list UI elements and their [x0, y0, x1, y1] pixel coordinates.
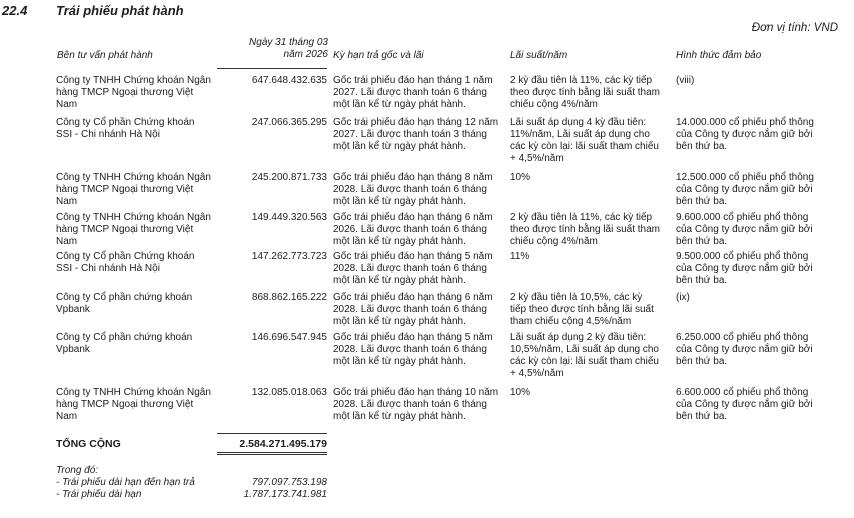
row-term: Gốc trái phiếu đáo hạn tháng 8 năm 2028. Lãi được thanh toán 6 tháng một lần kể từ ngày phát hành.	[333, 172, 493, 207]
row-issuer: Công ty Cổ phần Chứng khoán SSI - Chi nhánh Hà Nội	[56, 251, 195, 274]
row-collateral: 12.500.000 cổ phiếu phổ thông của Công ty được nắm giữ bởi bên thứ ba.	[676, 172, 814, 207]
row-rate: 2 kỳ đầu tiên là 11%, các kỳ tiếp theo được tính bằng lãi suất tham chiếu cộng 4%/năm	[510, 212, 661, 247]
row-rate: Lãi suất áp dụng 2 kỳ đầu tiên: 10,5%/năm, Lãi suất áp dụng cho các kỳ còn lại: lãi suất tham chiếu + 4,5%/năm	[510, 332, 659, 379]
total-rule-bottom	[217, 452, 327, 453]
row-issuer: Công ty Cổ phần chứng khoán Vpbank	[56, 292, 193, 315]
current-portion-value: 797.097.753.198	[251, 477, 327, 488]
row-amount: 247.066.365.295	[251, 117, 327, 128]
row-issuer: Công ty Cổ phần chứng khoán Vpbank	[56, 332, 193, 355]
row-rate: Lãi suất áp dụng 4 kỳ đầu tiên: 11%/năm, Lãi suất áp dụng cho các kỳ còn lại: lãi suất tham chiếu + 4,5%/năm	[510, 117, 659, 164]
row-rate: 2 kỳ đầu tiên là 10,5%, các kỳ tiếp theo được tính bằng lãi suất tham chiếu cộng 4,5%/năm	[510, 292, 654, 327]
row-collateral: 14.000.000 cổ phiếu phổ thông của Công ty được nắm giữ bởi bên thứ ba.	[676, 117, 814, 152]
current-portion-label: - Trái phiếu dài hạn đến hạn trả	[56, 477, 195, 488]
row-term: Gốc trái phiếu đáo hạn tháng 5 năm 2028. Lãi được thanh toán 6 tháng một lần kể từ ngày phát hành.	[333, 251, 493, 286]
row-collateral: 9.500.000 cổ phiếu phổ thông của Công ty được nắm giữ bởi bên thứ ba.	[676, 251, 813, 286]
row-term: Gốc trái phiếu đáo hạn tháng 1 năm 2027. Lãi được thanh toán 6 tháng một lần kể từ ngày phát hành.	[333, 75, 493, 110]
row-term: Gốc trái phiếu đáo hạn tháng 10 năm 2028. Lãi được thanh toán 6 tháng một lần kể từ ngày phát hành.	[333, 387, 499, 422]
in-which-label: Trong đó:	[56, 465, 99, 476]
row-term: Gốc trái phiếu đáo hạn tháng 5 năm 2028. Lãi được thanh toán 6 tháng một lần kể từ ngày phát hành.	[333, 332, 493, 367]
row-collateral: 6.250.000 cổ phiếu phổ thông của Công ty được nắm giữ bởi bên thứ ba.	[676, 332, 813, 367]
row-collateral: (viii)	[676, 75, 695, 86]
row-issuer: Công ty TNHH Chứng khoán Ngân hàng TMCP Ngoại thương Việt Nam	[56, 172, 211, 207]
section-number: 22.4	[2, 3, 28, 18]
row-term: Gốc trái phiếu đáo hạn tháng 6 năm 2026. Lãi được thanh toán 6 tháng một lần kể từ ngày phát hành.	[333, 212, 493, 247]
row-rate: 2 kỳ đầu tiên là 11%, các kỳ tiếp theo được tính bằng lãi suất tham chiếu cộng 4%/năm	[510, 75, 661, 110]
row-collateral: 6.600.000 cổ phiếu phổ thông của Công ty được nắm giữ bởi bên thứ ba.	[676, 387, 813, 422]
total-rule-top	[217, 433, 327, 434]
header-issuer: Bên tư vấn phát hành	[57, 50, 153, 61]
row-amount: 146.696.547.945	[251, 332, 327, 343]
long-term-value: 1.787.173.741.981	[243, 489, 327, 500]
unit-label: Đơn vị tính: VND	[751, 22, 838, 34]
total-rule-double	[217, 454, 327, 455]
total-value: 2.584.271.495.179	[239, 438, 327, 450]
row-collateral: 9.600.000 cổ phiếu phổ thông của Công ty được nắm giữ bởi bên thứ ba.	[676, 212, 813, 247]
row-term: Gốc trái phiếu đáo hạn tháng 6 năm 2028. Lãi được thanh toán 6 tháng một lần kể từ ngày phát hành.	[333, 292, 493, 327]
section-title: Trái phiếu phát hành	[56, 3, 184, 18]
row-amount: 147.262.773.723	[251, 251, 327, 262]
row-rate: 11%	[510, 251, 530, 262]
header-term: Kỳ hạn trả gốc và lãi	[333, 50, 424, 61]
row-issuer: Công ty TNHH Chứng khoán Ngân hàng TMCP Ngoại thương Việt Nam	[56, 75, 211, 110]
header-rate: Lãi suất/năm	[510, 50, 568, 61]
row-collateral: (ix)	[676, 292, 690, 303]
row-rate: 10%	[510, 387, 531, 398]
row-issuer: Công ty TNHH Chứng khoán Ngân hàng TMCP Ngoại thương Việt Nam	[56, 387, 211, 422]
header-rule	[217, 68, 327, 69]
row-amount: 647.648.432.635	[251, 75, 327, 86]
row-amount: 868.862.165.222	[251, 292, 327, 303]
long-term-label: - Trái phiếu dài hạn	[56, 489, 142, 500]
row-term: Gốc trái phiếu đáo hạn tháng 12 năm 2027. Lãi được thanh toán 3 tháng một lần kể từ ngày phát hành.	[333, 117, 499, 152]
row-rate: 10%	[510, 172, 531, 183]
row-amount: 245.200.871.733	[251, 172, 327, 183]
row-issuer: Công ty Cổ phần Chứng khoán SSI - Chi nhánh Hà Nội	[56, 117, 195, 140]
total-label: TỔNG CỘNG	[56, 438, 121, 450]
header-collateral: Hình thức đảm bảo	[676, 50, 762, 61]
header-date: Ngày 31 tháng 03 năm 2026	[249, 37, 328, 60]
row-amount: 149.449.320.563	[251, 212, 327, 223]
row-issuer: Công ty TNHH Chứng khoán Ngân hàng TMCP Ngoại thương Việt Nam	[56, 212, 211, 247]
row-amount: 132.085.018.063	[251, 387, 327, 398]
